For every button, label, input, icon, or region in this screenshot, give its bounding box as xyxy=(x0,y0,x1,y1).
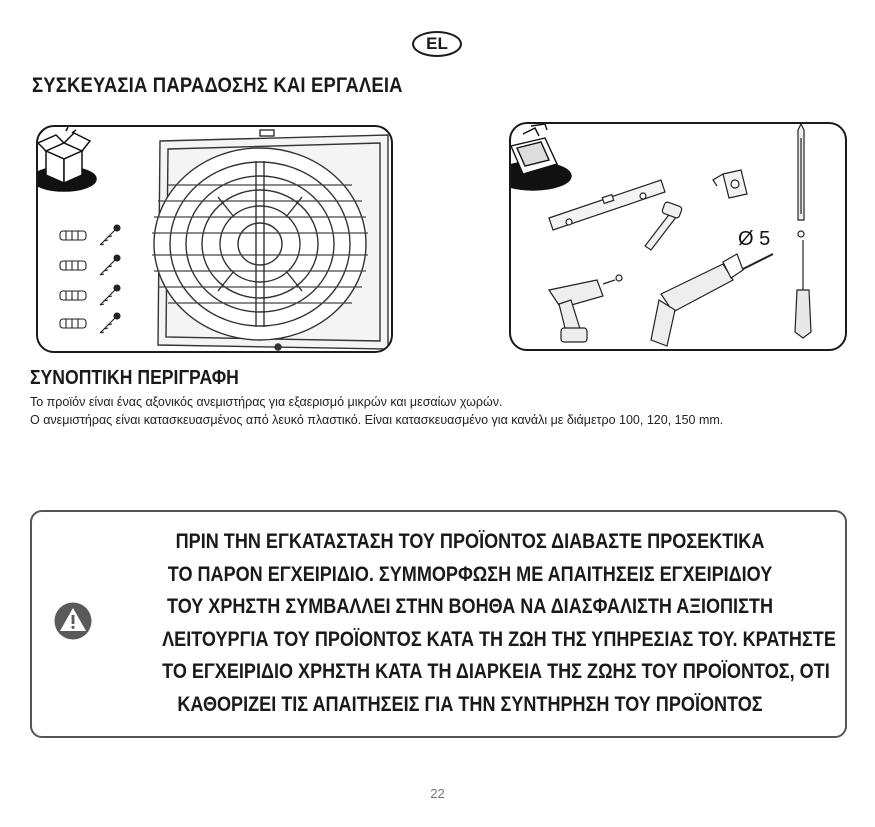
tools-panel xyxy=(509,122,847,351)
warning-message xyxy=(112,526,836,721)
hammer-drill-icon xyxy=(651,254,773,346)
warning-line: ΠΡΙΝ ΤΗΝ ΕΓΚΑΤΑΣΤΑΣΗ ΤΟΥ ΠΡΟΪΟΝΤΟΣ ΔΙΑΒΑΣΤΕ ΠΡΟΣΕΚΤΙΚΑ xyxy=(175,530,765,553)
tape-measure-icon xyxy=(713,170,747,198)
delivery-contents-panel xyxy=(36,125,393,353)
warning-triangle-icon xyxy=(54,602,92,640)
package-icon xyxy=(38,127,96,191)
delivery-set-title: ΣΥΣΚΕΥΑΣΙΑ ΠΑΡΑΔΟΣΗΣ ΚΑΙ ΕΡΓΑΛΕΙΑ xyxy=(32,74,403,97)
spirit-level-icon xyxy=(549,180,665,230)
fan-illustration xyxy=(38,127,391,351)
warning-line: ΚΑΘΟΡΙΖΕΙ ΤΙΣ ΑΠΑΙΤΗΣΕΙΣ ΓΙΑ ΤΗΝ ΣΥΝΤΗΡΗΣΗ ΤΟΥ ΠΡΟΪΟΝΤΟΣ xyxy=(177,692,763,716)
fan-unit xyxy=(152,130,388,350)
hex-wrench-icon xyxy=(645,201,683,250)
tools-illustration xyxy=(511,124,845,349)
pencil-icon xyxy=(798,124,804,237)
warning-line: ΛΕΙΤΟΥΡΓΙΑ ΤΟΥ ΠΡΟΪΟΝΤΟΣ ΚΑΤΑ ΤΗ ΖΩΗ ΤΗΣ ΥΠΗΡΕΣΙΑΣ ΤΟΥ. ΚΡΑΤΗΣΤΕ xyxy=(162,627,836,651)
fixings-set xyxy=(60,225,120,333)
cordless-drill-icon xyxy=(549,275,622,342)
language-badge: EL xyxy=(412,31,462,57)
warning-line: ΤΟ ΕΓΧΕΙΡΙΔΙΟ ΧΡΗΣΤΗ ΚΑΤΑ ΤΗ ΔΙΑΡΚΕΙΑ ΤΗΣ ΖΩΗΣ ΤΟΥ ΠΡΟΪΟΝΤΟΣ, ΟΤΙ xyxy=(162,660,830,683)
warning-line: ΤΟ ΠΑΡΟΝ ΕΓΧΕΙΡΙΔΙΟ. ΣΥΜΜΟΡΦΩΣΗ ΜΕ ΑΠΑΙΤΗΣΕΙΣ ΕΓΧΕΙΡΙΔΙΟΥ xyxy=(167,562,773,586)
drill-bit-diameter-label: Ø 5 xyxy=(738,228,771,250)
page-number: 22 xyxy=(430,786,445,801)
screwdriver-icon xyxy=(795,240,811,338)
toolbox-icon xyxy=(511,124,571,190)
overview-paragraph-2: Ο ανεμιστήρας είναι κατασκευασμένος από λευκό πλαστικό. Είναι κατασκευασμένο για κανάλι με διάμετρο 100, 120, 150 mm. xyxy=(30,413,724,427)
overview-title: ΣΥΝΟΠΤΙΚΗ ΠΕΡΙΓΡΑΦΗ xyxy=(30,367,239,389)
overview-paragraph-1: Το προϊόν είναι ένας αξονικός ανεμιστήρας για εξαερισμό μικρών και μεσαίων χωρών. xyxy=(30,395,503,409)
warning-line: ΤΟΥ ΧΡΗΣΤΗ ΣΥΜΒΑΛΛΕΙ ΣΤΗΝ ΒΟΗΘΑ ΝΑ ΔΙΑΣΦΑΛΙΣΤΗ ΑΞΙΟΠΙΣΤΗ xyxy=(166,595,774,618)
